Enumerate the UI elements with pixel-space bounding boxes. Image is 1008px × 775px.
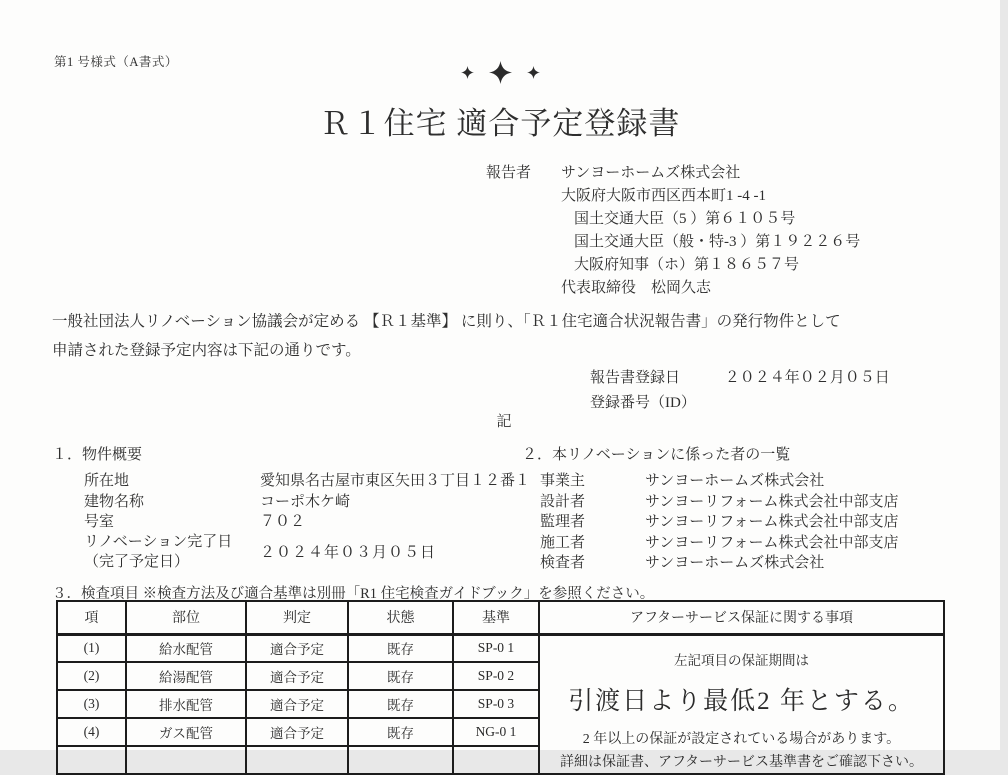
cell-no: (3) [57,690,126,718]
cell-standard: SP-0 3 [453,690,539,718]
registration-block [590,366,890,416]
cell-judgement: 適合予定 [246,634,348,662]
cell-judgement: 適合予定 [246,662,348,690]
field-label: 監理者 [540,514,586,530]
aftercare-text: 2 年以上の保証が設定されている場合があります。 [582,731,901,747]
field-row [540,490,899,511]
field-value: サンヨーリフォーム株式会社中部支店 [645,493,899,510]
field-row [540,469,899,490]
reporter-label: 報告者 [486,165,532,181]
field-row [84,469,530,490]
cell-state: 既存 [348,718,453,746]
section-inspection-heading: ３．検査項目 ※検査方法及び適合基準は別冊「R1 住宅検査ガイドブック」を参照ください。 [52,586,655,602]
cell-judgement: 適合予定 [246,690,348,718]
reporter-company: サンヨーホームズ株式会社 [561,165,741,181]
aftercare-text: 左記項目の保証期間は [674,652,809,668]
field-row [84,510,530,531]
cell-part: 排水配管 [126,690,246,718]
cell-state: 既存 [348,690,453,718]
field-label: 所在地 [84,473,130,489]
ki-mark: 記 [496,414,512,430]
field-value: サンヨーホームズ株式会社 [645,555,825,571]
reporter-license: 大阪府知事（ホ）第１８６５７号 [574,257,800,273]
cell-part: 給湯配管 [126,662,246,690]
aftercare-guarantee-text: 引渡日より最低2 年とする。 [568,687,915,715]
cell-no: (2) [57,662,126,690]
cell-state: 既存 [348,662,453,690]
field-label: （完了予定日） [84,553,190,570]
field-label: 設計者 [540,493,586,510]
field-value: サンヨーリフォーム株式会社中部支店 [645,514,899,530]
field-label: 号室 [84,514,115,530]
column-header: 判定 [246,601,348,634]
cell-part: 給水配管 [126,634,246,662]
intro-line: 一般社団法人リノベーション協議会が定める 【Ｒ１基準】 に則り、「Ｒ１住宅適合状況報告書」の発行物件として [52,313,841,330]
cell-no: (1) [57,634,126,662]
aftercare-header: アフターサービス保証に関する事項 [539,601,944,634]
star-icon [461,66,474,79]
registration-date-value: ２０２４年０２月０５日 [724,370,890,386]
field-row [84,532,530,572]
reporter-representative: 代表取締役 松岡久志 [561,280,712,296]
star-icon [489,61,512,84]
intro-line: 申請された登録予定内容は下記の通りです。 [52,341,361,359]
field-label: 建物名称 [84,493,145,510]
stars-decoration [0,61,1000,84]
intro-paragraph [52,308,967,365]
reporter-license: 国土交通大臣（5 ）第６１０５号 [574,211,796,227]
field-row [84,490,530,511]
column-header: 部位 [126,601,246,634]
field-value: ７０２ [260,514,306,530]
reporter-block [486,162,860,300]
cell-part [126,746,246,774]
section-property-heading: １．物件概要 [52,447,143,463]
cell-judgement: 適合予定 [246,718,348,746]
star-icon [527,66,540,79]
table-header-row [57,601,944,634]
registration-date-label: 報告書登録日 [590,370,681,386]
form-code-label: 第1 号様式（A書式） [54,55,178,69]
cell-state [348,746,453,774]
field-value: サンヨーホームズ株式会社 [645,473,825,489]
parties-fields [540,469,899,572]
table-row [57,634,944,662]
property-fields [84,469,530,572]
field-row [540,531,899,552]
cell-standard: NG-0 1 [453,718,539,746]
reporter-license: 国土交通大臣（般・特-3 ）第１９２２６号 [574,234,861,250]
field-value: コーポ木ケ崎 [260,493,351,510]
cell-state: 既存 [348,634,453,662]
field-label: 検査者 [540,555,586,571]
column-header: 基準 [453,601,539,634]
aftercare-cell [539,634,944,774]
column-header: 項 [57,601,126,634]
field-label: 事業主 [540,473,586,489]
cell-judgement [246,746,348,774]
cell-standard [453,746,539,774]
field-row [540,510,899,531]
field-label: 施工者 [540,534,586,551]
registration-id-label: 登録番号（ID） [590,395,696,411]
field-row [540,551,899,572]
cell-standard: SP-0 1 [453,634,539,662]
aftercare-text: 詳細は保証書、アフターサービス基準書をご確認下さい。 [559,754,924,770]
cell-no [57,746,126,774]
field-label: リノベーション完了日 [84,533,233,550]
page-title: Ｒ１住宅 適合予定登録書 [319,106,681,141]
reporter-address: 大阪府大阪市西区西本町1 -4 -1 [561,188,767,204]
cell-standard: SP-0 2 [453,662,539,690]
field-value: ２０２４年０３月０５日 [260,545,437,561]
field-value: 愛知県名古屋市東区矢田３丁目１２番１ [260,473,531,489]
section-parties-heading: ２．本リノベーションに係った者の一覧 [522,447,791,463]
cell-part: ガス配管 [126,718,246,746]
field-value: サンヨーリフォーム株式会社中部支店 [645,534,899,551]
column-header: 状態 [348,601,453,634]
cell-no: (4) [57,718,126,746]
inspection-table [56,600,945,775]
